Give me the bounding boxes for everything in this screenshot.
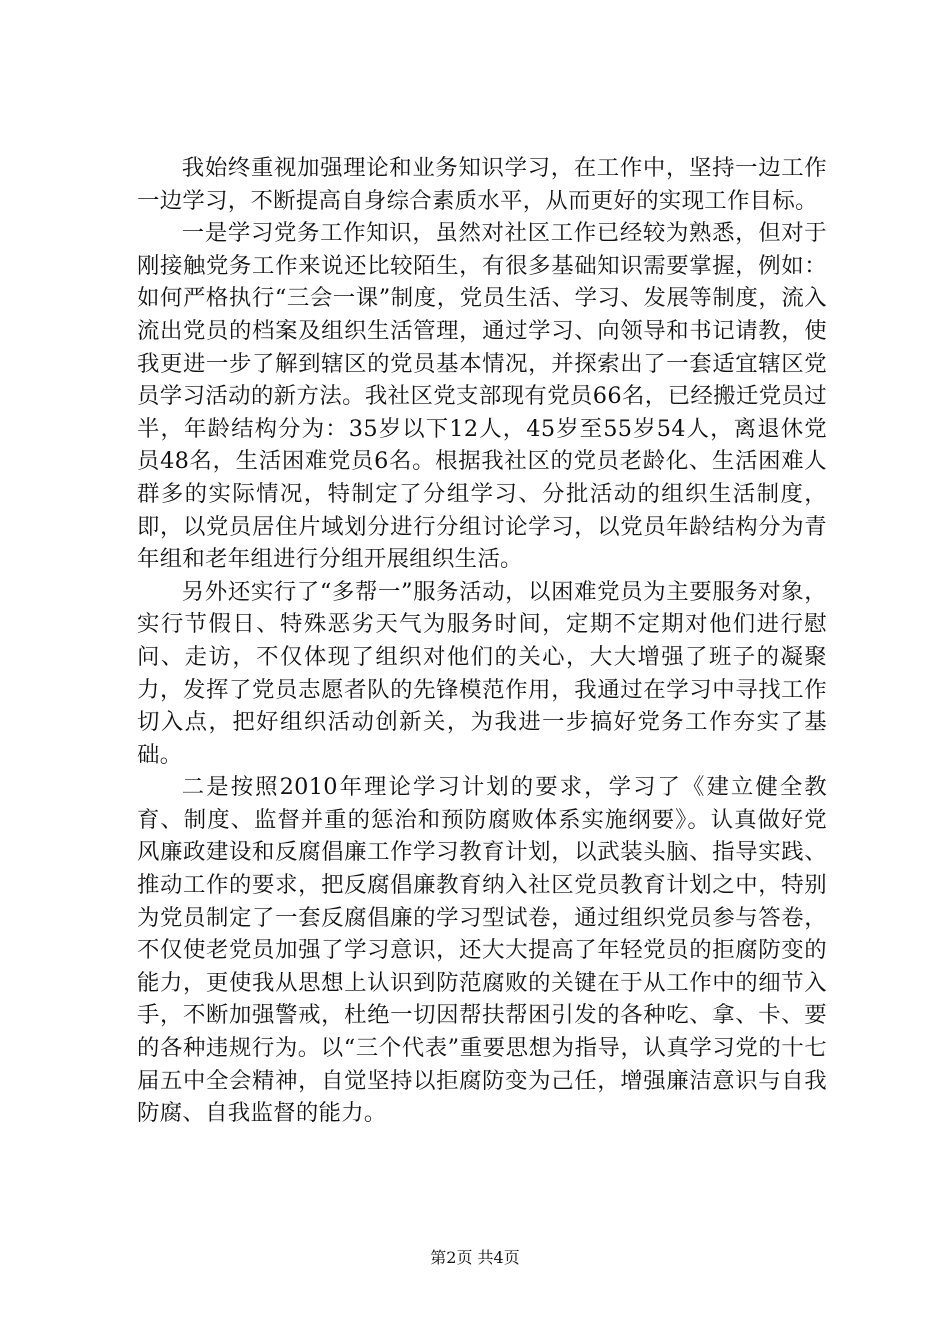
document-body (137, 152, 827, 1130)
page-number-footer: 第2页 共4页 (430, 1248, 520, 1267)
paragraph-party-work-knowledge: 一是学习党务工作知识，虽然对社区工作已经较为熟悉，但对于刚接触党务工作来说还比较陌生，有很多基础知识需要掌握，例如：如何严格执行“三会一课”制度，党员生活、学习、发展等制度，流入流出党员的档案及组织生活管理，通过学习、向领导和书记请教，使我更进一步了解到辖区的党员基本情况，并探索出了一套适宜辖区党员学习活动的新方法。我社区党支部现有党员66名，已经搬迁党员过半，年龄结构分为：35岁以下12人，45岁至55岁54人，离退休党员48名，生活困难党员6名。根据我社区的党员老龄化、生活困难人群多的实际情况，特制定了分组学习、分批活动的组织生活制度，即，以党员居住片域划分进行分组讨论学习，以党员年龄结构分为青年组和老年组进行分组开展组织生活。 (137, 220, 827, 573)
paragraph-study-intro: 我始终重视加强理论和业务知识学习，在工作中，坚持一边工作一边学习，不断提高自身综合素质水平，从而更好的实现工作目标。 (137, 155, 827, 214)
paragraph-anti-corruption: 二是按照2010年理论学习计划的要求，学习了《建立健全教育、制度、监督并重的惩治和预防腐败体系实施纲要》。认真做好党风廉政建设和反腐倡廉工作学习教育计划，以武装头脑、指导实践、推动工作的要求，把反腐倡廉教育纳入社区党员教育计划之中，特别为党员制定了一套反腐倡廉的学习型试卷，通过组织党员参与答卷，不仅使老党员加强了学习意识，还大大提高了年轻党员的拒腐防变的能力，更使我从思想上认识到防范腐败的关键在于从工作中的细节入手，不断加强警戒，杜绝一切因帮扶帮困引发的各种吃、拿、卡、要的各种违规行为。以“三个代表”重要思想为指导，认真学习党的十七届五中全会精神，自觉坚持以拒腐防变为己任，增强廉洁意识与自我防腐、自我监督的能力。 (137, 774, 827, 1127)
paragraph-service-activity: 另外还实行了“多帮一”服务活动，以困难党员为主要服务对象，实行节假日、特殊恶劣天气为服务时间，定期不定期对他们进行慰问、走访，不仅体现了组织对他们的关心，大大增强了班子的凝聚力，发挥了党员志愿者队的先锋模范作用，我通过在学习中寻找工作切入点，把好组织活动创新关，为我进一步搞好党务工作夯实了基础。 (137, 578, 827, 768)
